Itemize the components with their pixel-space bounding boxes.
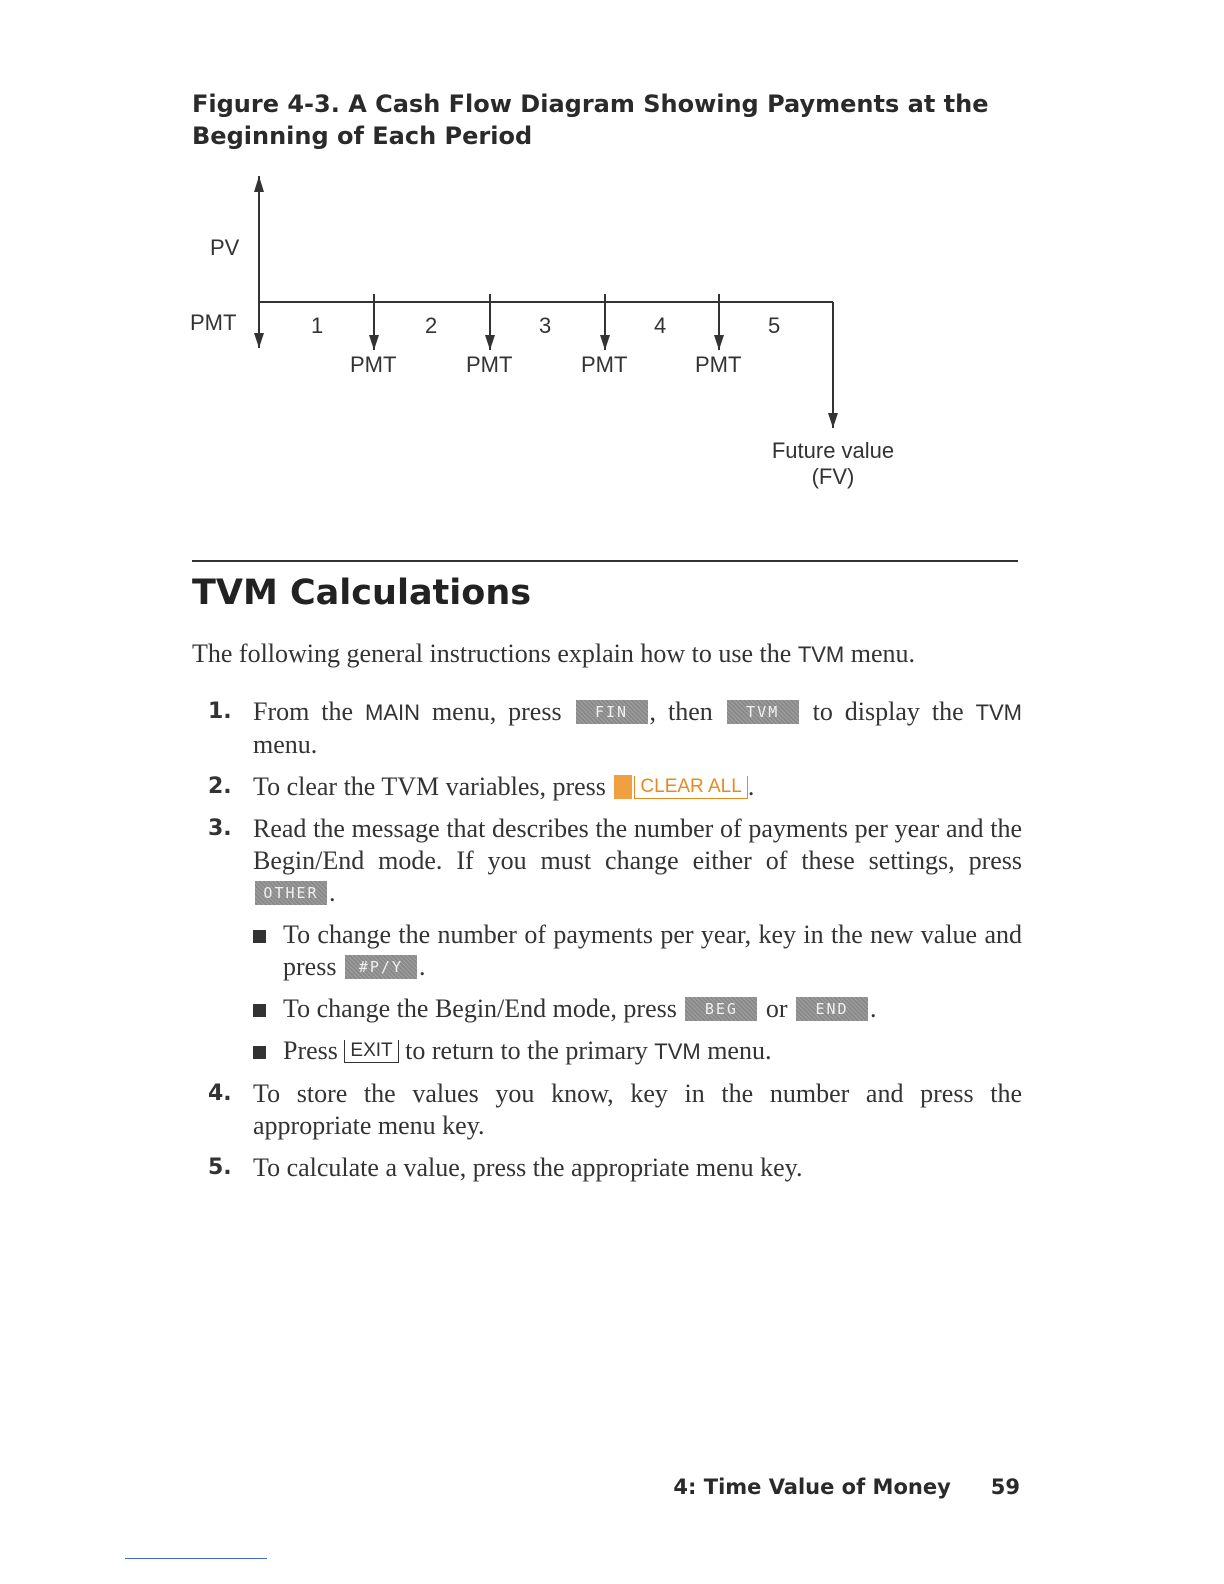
text: Press — [283, 1036, 345, 1065]
substep-begin-end-mode — [253, 993, 1022, 1025]
section-title: TVM Calculations — [192, 573, 532, 613]
intro-tvm-word: TVM — [797, 642, 845, 667]
step-number: 3. — [208, 816, 232, 841]
text: or — [759, 994, 795, 1023]
text: . — [329, 878, 336, 907]
period-label-1: 1 — [311, 313, 324, 338]
section-divider — [192, 560, 1018, 562]
pmt-arrowhead-2 — [485, 335, 495, 350]
shift-key-icon — [614, 775, 632, 799]
step-4 — [192, 1078, 1022, 1142]
substep-text — [283, 993, 1022, 1025]
fv-label-line2: (FV) — [811, 464, 855, 489]
pv-arrowhead — [254, 176, 264, 192]
step-3-text — [253, 813, 1022, 909]
text: To change the Begin/End mode, press — [283, 994, 684, 1023]
text: . — [747, 772, 755, 801]
cash-flow-diagram — [170, 170, 930, 500]
period-label-4: 4 — [654, 313, 667, 338]
substep-text — [283, 1035, 1022, 1068]
step-1-text — [253, 696, 1022, 761]
instruction-steps — [192, 696, 1022, 1194]
step-1 — [192, 696, 1022, 761]
tvm-menu-key: TVM — [727, 700, 799, 724]
text: To change the number of payments per year, key in the new value and press — [283, 920, 1022, 981]
chapter-title: 4: Time Value of Money — [673, 1475, 951, 1499]
pmt-arrowhead-4 — [714, 335, 724, 350]
p-per-y-menu-key: #P/Y — [345, 955, 417, 979]
page-number: 59 — [990, 1475, 1020, 1499]
period-label-5: 5 — [768, 313, 781, 338]
text: to display the — [800, 697, 976, 726]
text: , then — [649, 697, 725, 726]
step-number: 5. — [208, 1155, 232, 1180]
page-footer — [640, 1475, 1020, 1499]
intro-text: The following general instructions explain how to use the — [192, 639, 798, 668]
step-5-text: To calculate a value, press the appropriate menu key. — [253, 1153, 803, 1182]
step-3-substeps — [253, 919, 1022, 1068]
text: to return to the primary — [398, 1036, 655, 1065]
step-2-text — [253, 771, 1022, 803]
substep-payments-per-year — [253, 919, 1022, 983]
text: Read the message that describes the number of payments per year and the Begin/End mode. If you must change either of these settings, press — [253, 814, 1022, 875]
clear-all-key: CLEAR ALL — [634, 776, 747, 799]
fv-label-line1: Future value — [771, 438, 895, 463]
fv-arrowhead — [828, 413, 838, 428]
text: menu. — [253, 730, 318, 759]
pmt-arrowhead-3 — [600, 335, 610, 350]
text: From the — [253, 697, 365, 726]
intro-text-end: menu. — [844, 639, 916, 668]
step-number: 1. — [208, 699, 232, 724]
bullet-square-icon — [253, 930, 266, 943]
step-number: 2. — [208, 774, 232, 799]
text: menu. — [700, 1036, 772, 1065]
substep-exit — [253, 1035, 1022, 1068]
bullet-square-icon — [253, 1004, 266, 1017]
figure-caption: Figure 4-3. A Cash Flow Diagram Showing Payments at the Beginning of Each Period — [192, 90, 989, 150]
pv-label: PV — [210, 235, 240, 260]
text: . — [870, 994, 877, 1023]
step-5 — [192, 1152, 1022, 1184]
intro-paragraph — [192, 638, 1022, 671]
substep-text — [283, 919, 1022, 983]
bullet-square-icon — [253, 1046, 266, 1059]
payment-label-2: PMT — [466, 352, 513, 377]
payment-label-1: PMT — [350, 352, 397, 377]
pmt-arrowhead-1 — [369, 335, 379, 350]
payment-label-3: PMT — [581, 352, 628, 377]
tvm-word: TVM — [654, 1039, 701, 1064]
pmt-arrowhead-0 — [254, 333, 264, 348]
pmt-label-0: PMT — [190, 310, 237, 335]
text: . — [418, 952, 426, 981]
end-menu-key: END — [796, 997, 868, 1021]
step-4-text: To store the values you know, key in the number and press the appropriate menu key. — [253, 1079, 1022, 1140]
beg-menu-key: BEG — [685, 997, 757, 1021]
step-3 — [192, 813, 1022, 1068]
period-label-3: 3 — [539, 313, 552, 338]
page-corner-line — [125, 1558, 267, 1559]
tvm-word: TVM — [975, 700, 1023, 725]
other-menu-key: OTHER — [255, 881, 327, 905]
main-word: MAIN — [365, 700, 420, 725]
text: To clear the TVM variables, press — [253, 772, 613, 801]
payment-label-4: PMT — [695, 352, 742, 377]
step-2 — [192, 771, 1022, 803]
text: menu, press — [420, 697, 574, 726]
exit-key: EXIT — [344, 1040, 398, 1063]
step-number: 4. — [208, 1081, 232, 1106]
period-label-2: 2 — [425, 313, 438, 338]
fin-menu-key: FIN — [576, 700, 648, 724]
